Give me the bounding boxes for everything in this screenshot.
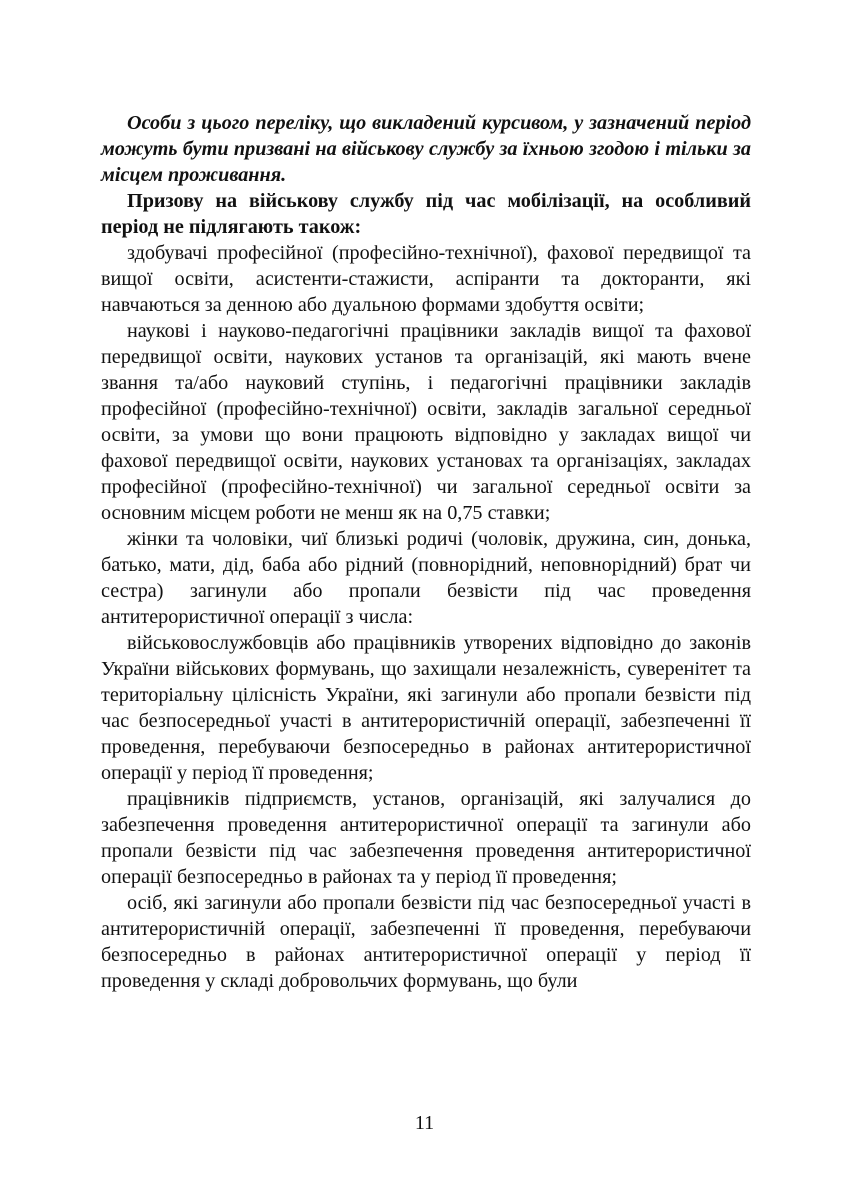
page-number: 11 bbox=[414, 1112, 435, 1134]
paragraph-servicemen: військовослужбовців або працівників утворених відповідно до законів України військових формувань, що захищали незалежність, суверенітет та територіальну цілісність України, які загинули або пропали безвісти під час безпосередньої участі в антитерористичній операції, забезпеченні її проведення, перебуваючи безпосередньо в районах антитерористичної операції у період її проведення; bbox=[101, 632, 751, 784]
section-heading: Призову на військову службу під час мобілізації, на особливий період не підлягають також: bbox=[101, 190, 751, 238]
paragraph-workers: працівників підприємств, установ, організацій, які залучалися до забезпечення проведення антитерористичної операції та загинули або пропали безвісти під час забезпечення проведення антитерористичної операції безпосередньо в районах та у період її проведення; bbox=[101, 788, 751, 888]
document-body bbox=[101, 110, 751, 994]
paragraph-educators: наукові і науково-педагогічні працівники закладів вищої та фахової передвищої освіти, наукових установ та організацій, які мають вчене звання та/або науковий ступінь, і педагогічні працівники закладів професійної (професійно-технічної) освіти, закладів загальної середньої освіти, за умови що вони працюють відповідно у закладах вищої чи фахової передвищої освіти, наукових установах та організаціях, закладах професійної (професійно-технічної) чи загальної середньої освіти за основним місцем роботи не менш як на 0,75 ставки; bbox=[101, 320, 751, 524]
paragraph-relatives: жінки та чоловіки, чиї близькі родичі (чоловік, дружина, син, донька, батько, мати, дід, баба або рідний (повнорідний, неповнорідний) брат чи сестра) загинули або пропали безвісти під час проведення антитерористичної операції з числа: bbox=[101, 528, 751, 628]
paragraph-volunteers: осіб, які загинули або пропали безвісти під час безпосередньої участі в антитерористичній операції, забезпеченні її проведення, перебуваючи безпосередньо в районах антитерористичної операції у період її проведення у складі добровольчих формувань, що були bbox=[101, 892, 751, 992]
paragraph-students: здобувачі професійної (професійно-технічної), фахової передвищої та вищої освіти, асистенти-стажисти, аспіранти та докторанти, які навчаються за денною або дуальною формами здобуття освіти; bbox=[101, 242, 751, 316]
italic-note-paragraph: Особи з цього переліку, що викладений курсивом, у зазначений період можуть бути призвані на військову службу за їхньою згодою і тільки за місцем проживання. bbox=[101, 112, 751, 186]
